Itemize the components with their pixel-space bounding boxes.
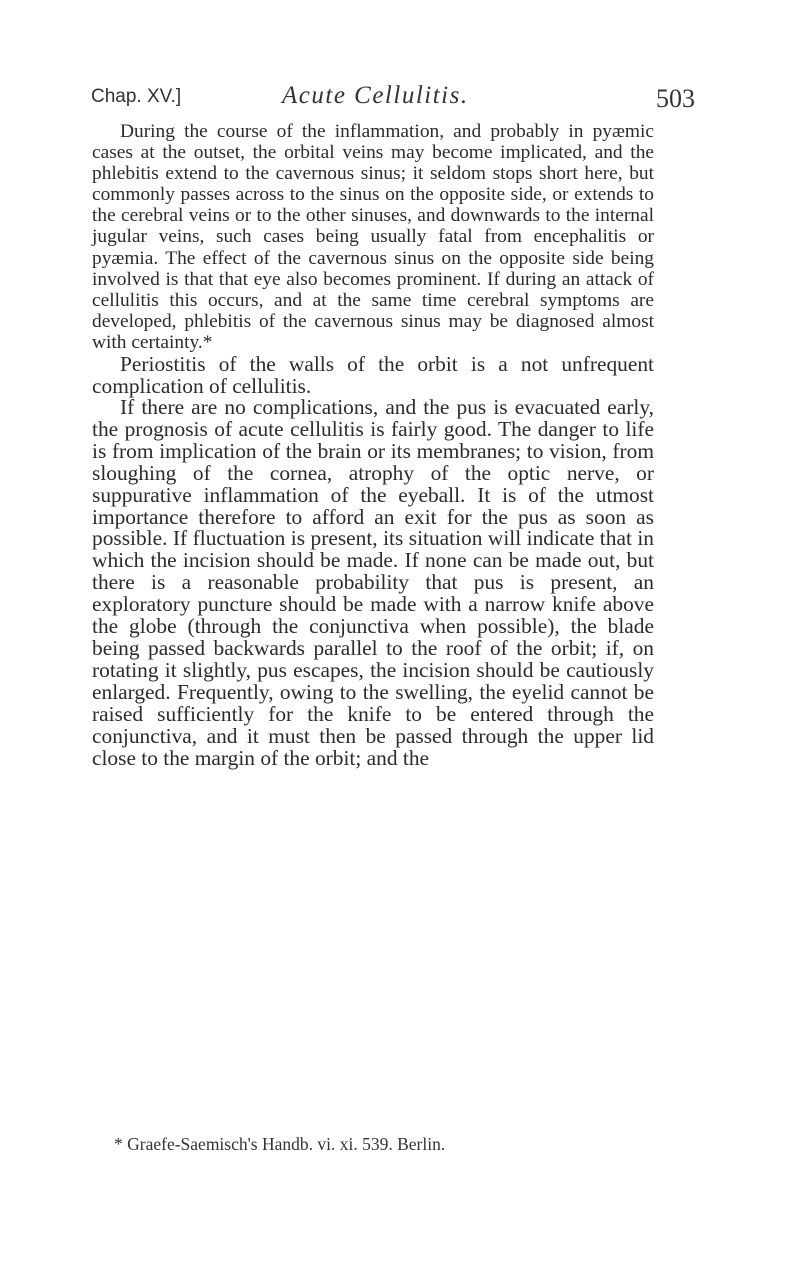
chapter-label: Chap. XV.] bbox=[91, 86, 182, 107]
running-title: Acute Cellulitis. bbox=[282, 82, 469, 109]
body-text bbox=[92, 121, 654, 769]
paragraph-phlebitis: During the course of the inflammation, and probably in pyæmic cases at the outset, the orbital veins may become implicated, and the phlebitis extend to the cavernous sinus; it seldom stops short here, but commonly passes across to the sinus on the opposite side, or extends to the cerebral veins or to the other sinuses, and downwards to the internal jugular veins, such cases being usually fatal from encephalitis or pyæmia. The effect of the cavernous sinus on the opposite side being involved is that that eye also becomes prominent. If during an attack of cellulitis this occurs, and at the same time cerebral symptoms are developed, phlebitis of the cavernous sinus may be diagnosed almost with certainty.* bbox=[92, 121, 654, 353]
footnote: * Graefe-Saemisch's Handb. vi. xi. 539. Berlin. bbox=[114, 1134, 446, 1154]
page-number: 503 bbox=[656, 84, 695, 113]
paragraph-prognosis: If there are no complications, and the pus is evacuated early, the prognosis of acute cellulitis is fairly good. The danger to life is from implication of the brain or its membranes; to vision, from sloughing of the cornea, atrophy of the optic nerve, or suppurative inflammation of the eyeball. It is of the utmost importance therefore to afford an exit for the pus as soon as possible. If fluctuation is present, its situation will indicate that in which the incision should be made. If none can be made out, but there is a reasonable probability that pus is present, an exploratory puncture should be made with a narrow knife above the globe (through the conjunctiva when possible), the blade being passed backwards parallel to the roof of the orbit; if, on rotating it slightly, pus escapes, the incision should be cautiously enlarged. Frequently, owing to the swelling, the eyelid cannot be raised sufficiently for the knife to be entered through the conjunctiva, and it must then be passed through the upper lid close to the margin of the orbit; and the bbox=[92, 395, 654, 770]
paragraph-periostitis: Periostitis of the walls of the orbit is a not unfrequent complication of cellulitis. bbox=[92, 352, 654, 399]
